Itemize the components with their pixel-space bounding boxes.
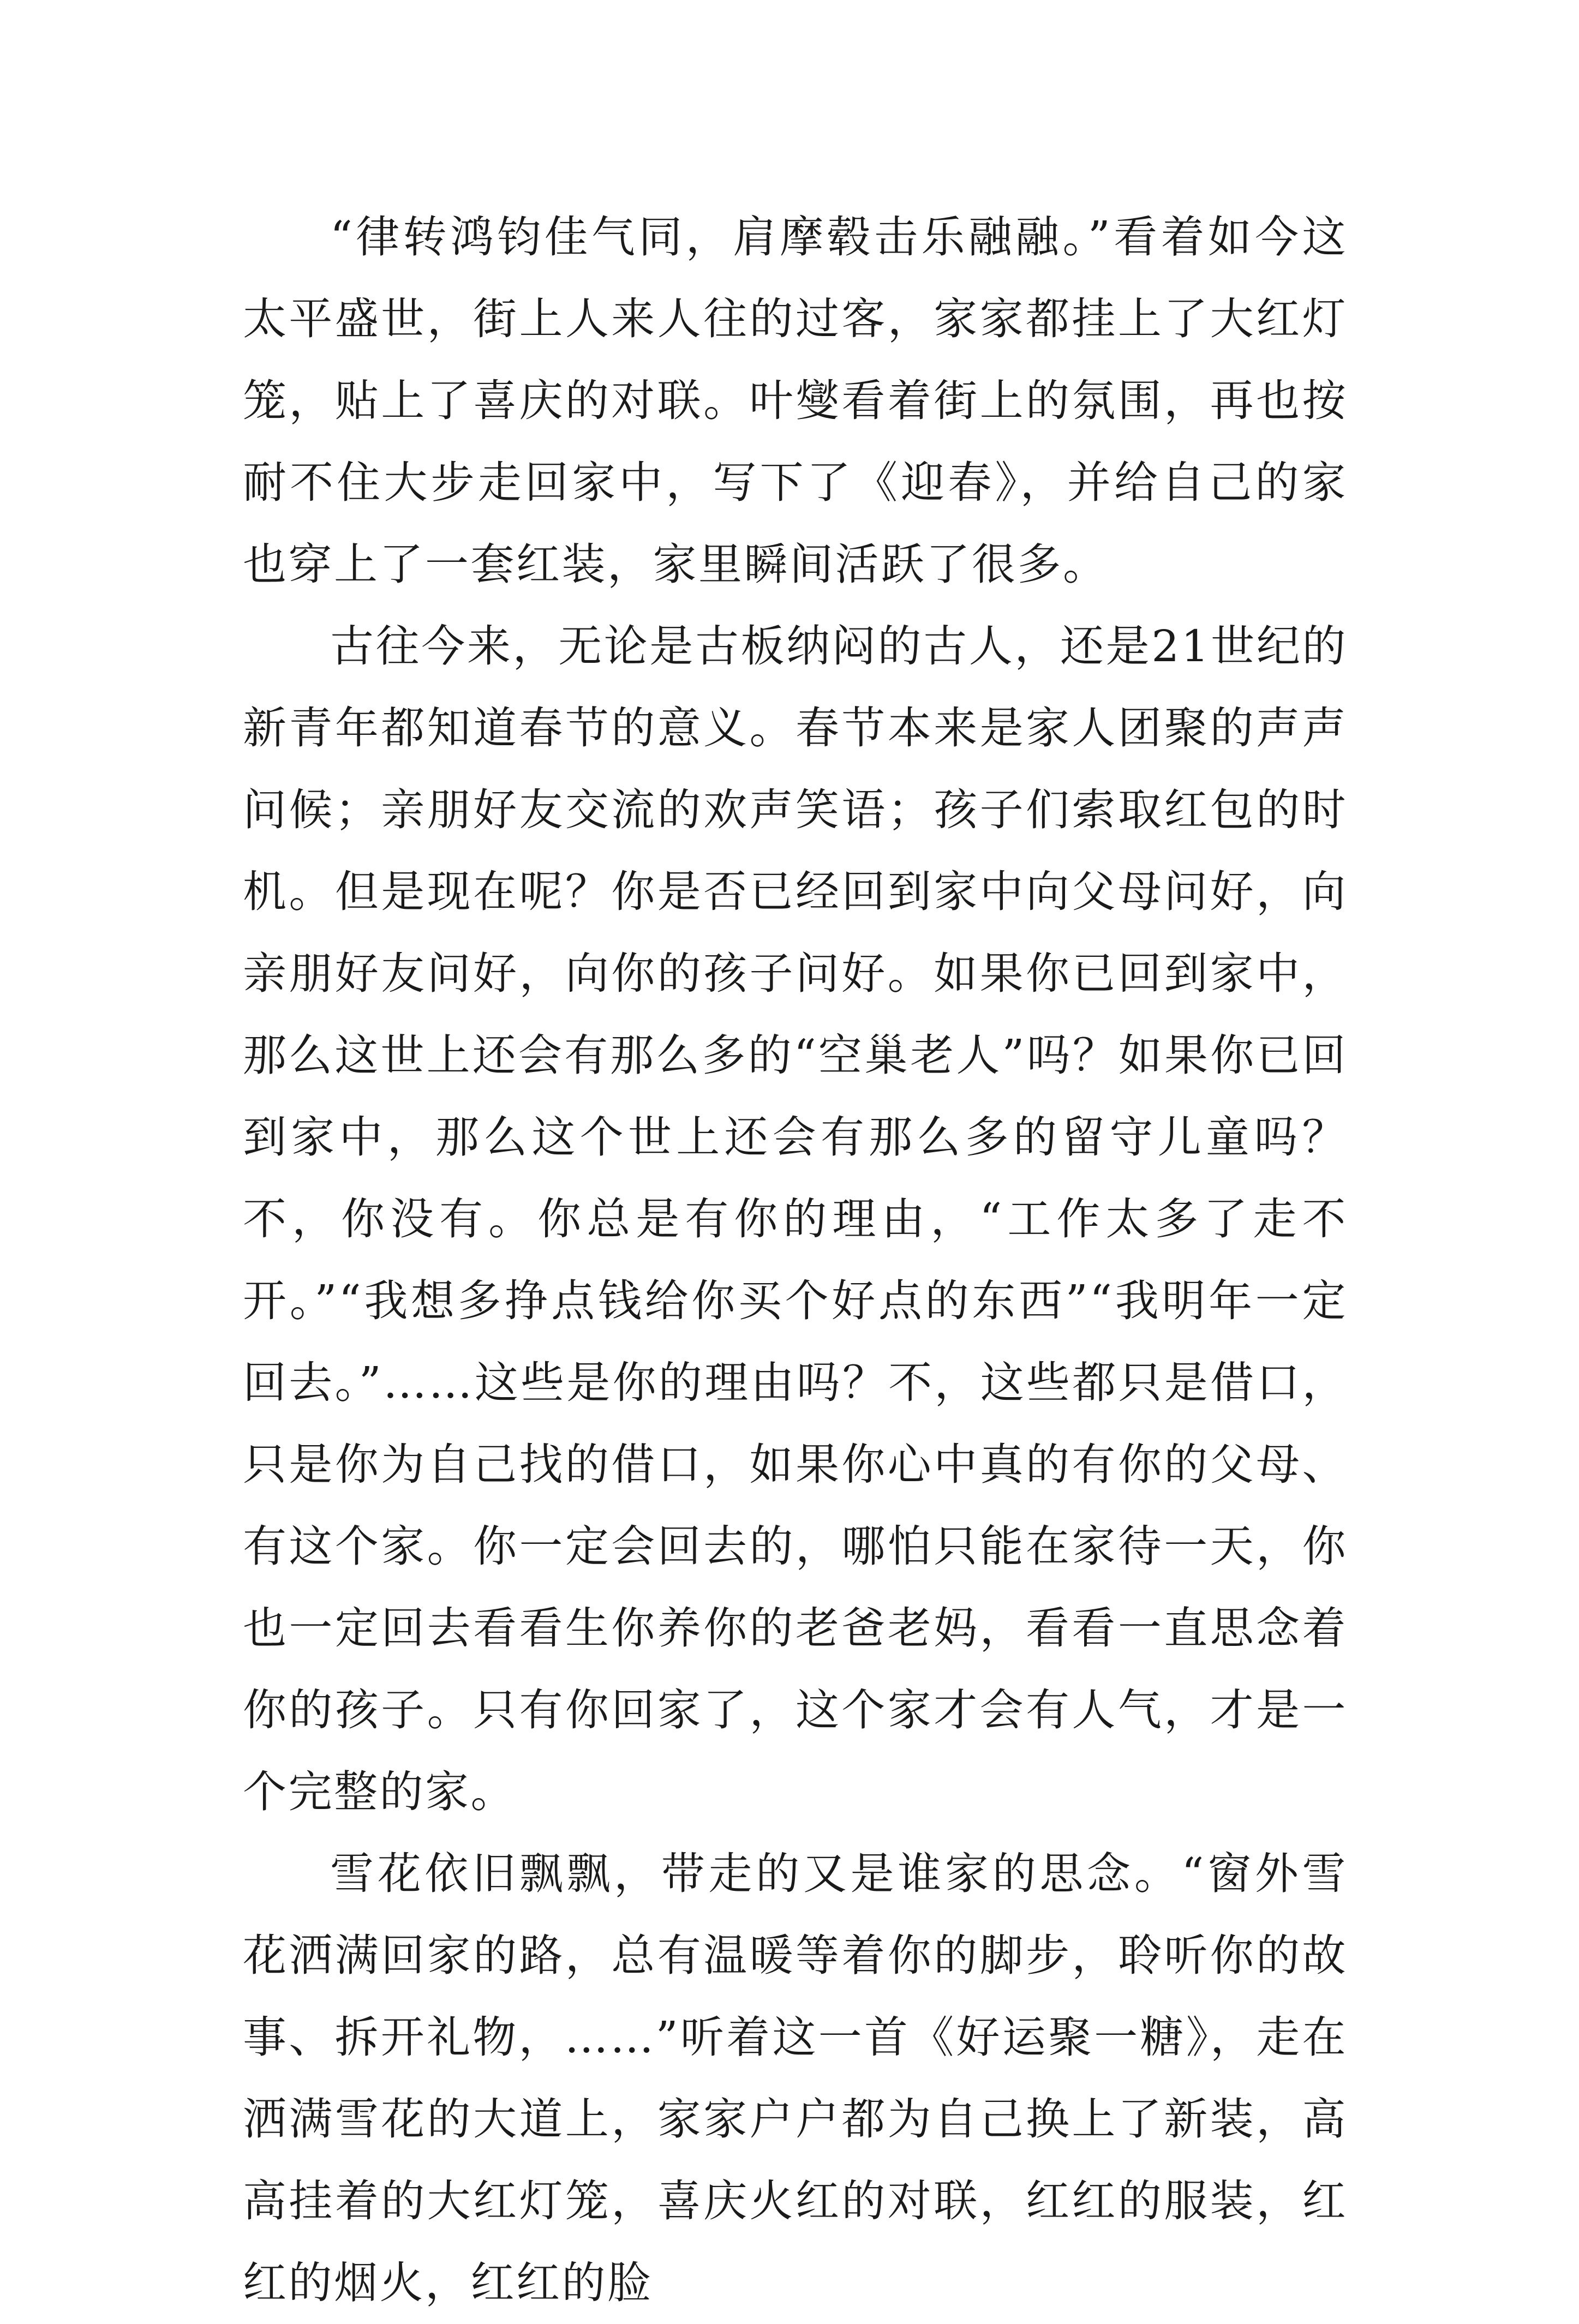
paragraph-1: “律转鸿钧佳气同，肩摩毂击乐融融。”看着如今这太平盛世，街上人来人往的过客，家家都挂上了大红灯笼，贴上了喜庆的对联。叶燮看着街上的氛围，再也按耐不住大步走回家中，写下了《迎春》，并给自己的家也穿上了一套红装，家里瞬间活跃了很多。 — [243, 212, 1348, 590]
paragraph-3: 雪花依旧飘飘，带走的又是谁家的思念。“窗外雪花洒满回家的路，总有温暖等着你的脚步，聆听你的故事、拆开礼物，……”听着这一首《好运聚一糖》，走在洒满雪花的大道上，家家户户都为自己换上了新装，高高挂着的大红灯笼，喜庆火红的对联，红红的服装，红红的烟火，红红的脸 — [243, 1848, 1348, 2308]
body-text — [243, 196, 1348, 2324]
paragraph-2: 古往今来，无论是古板纳闷的古人，还是21世纪的新青年都知道春节的意义。春节本来是家人团聚的声声问候；亲朋好友交流的欢声笑语；孩子们索取红包的时机。但是现在呢？你是否已经回到家中向父母问好，向亲朋好友问好，向你的孩子问好。如果你已回到家中，那么这世上还会有那么多的“空巢老人”吗？如果你已回到家中，那么这个世上还会有那么多的留守儿童吗？不，你没有。你总是有你的理由，“工作太多了走不开。”“我想多挣点钱给你买个好点的东西”“我明年一定回去。”……这些是你的理由吗？不，这些都只是借口，只是你为自己找的借口，如果你心中真的有你的父母、有这个家。你一定会回去的，哪怕只能在家待一天，你也一定回去看看生你养你的老爸老妈，看看一直思念着你的孩子。只有你回家了，这个家才会有人气，才是一个完整的家。 — [243, 621, 1348, 1817]
